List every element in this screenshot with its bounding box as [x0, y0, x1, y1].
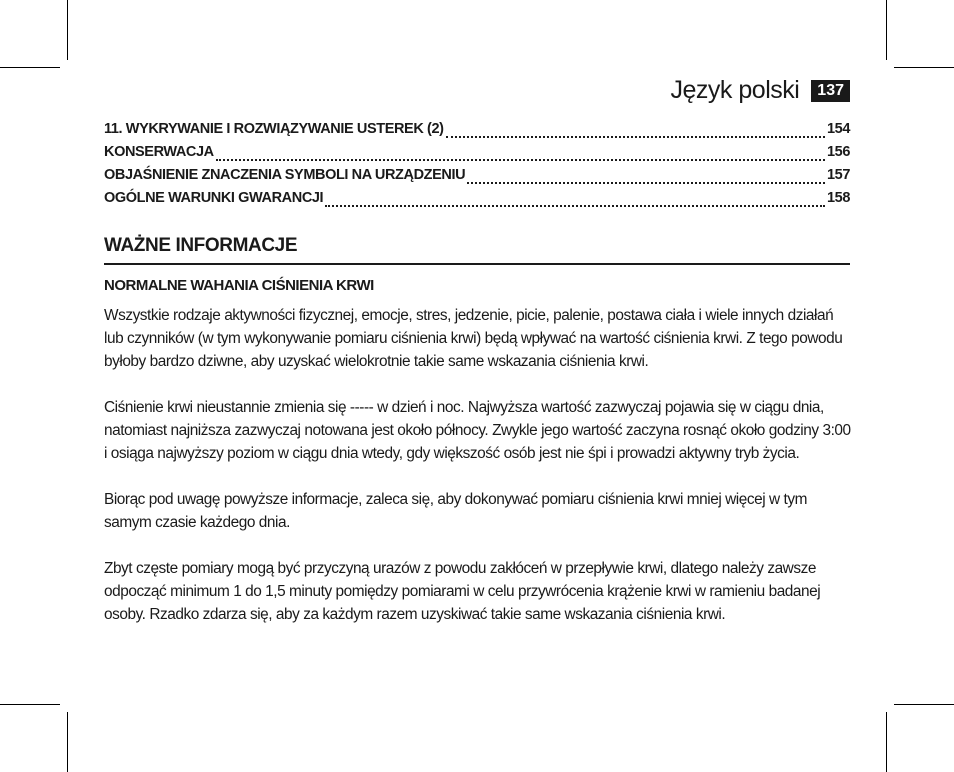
paragraph: Wszystkie rodzaje aktywności fizycznej, emocje, stres, jedzenie, picie, palenie, postawa ciała i wiele innych działań lub czynników (w tym wykonywanie pomiaru ciśnienia krwi) będą wpływać na wartość ciśnienia krwi. Z tego powodu byłoby bardzo dziwne, aby uzyskać wielokrotnie takie same wskazania ciśnienia krwi.: [104, 307, 843, 370]
crop-mark-bottom-left-vertical: [67, 712, 68, 772]
toc-entry-title: OGÓLNE WARUNKI GWARANCJI: [104, 190, 324, 206]
toc-entry[interactable]: [104, 190, 850, 213]
toc-leader-dots: [446, 136, 825, 138]
paragraph: Ciśnienie krwi nieustannie zmienia się ----- w dzień i noc. Najwyższa wartość zazwyczaj pojawia się w ciągu dnia, natomiast najniższa zazwyczaj notowana jest około północy. Zwykle jego wartość zaczyna rosnąć około godziny 3:00 i osiąga najwyższy poziom w ciągu dnia wtedy, gdy większość osób jest nie śpi i prowadzi aktywny tryb życia.: [104, 399, 851, 462]
page-header: [671, 76, 850, 105]
crop-mark-top-right-vertical: [886, 0, 887, 60]
crop-mark-top-right-horizontal: [894, 67, 954, 68]
subsection-title: NORMALNE WAHANIA CIŚNIENIA KRWI: [104, 277, 374, 294]
table-of-contents: [104, 121, 850, 213]
crop-mark-bottom-left-horizontal: [0, 704, 60, 705]
language-title: Język polski: [670, 76, 800, 104]
toc-leader-dots: [216, 159, 825, 161]
crop-mark-top-left-vertical: [67, 0, 68, 60]
toc-entry-page: 158: [827, 190, 850, 206]
toc-leader-dots: [325, 205, 825, 207]
toc-entry-title: 11. WYKRYWANIE I ROZWIĄZYWANIE USTEREK (2): [104, 121, 444, 137]
toc-entry-title: OBJAŚNIENIE ZNACZENIA SYMBOLI NA URZĄDZENIU: [104, 167, 466, 183]
toc-entry[interactable]: [104, 167, 850, 190]
paragraph: Biorąc pod uwagę powyższe informacje, zaleca się, aby dokonywać pomiaru ciśnienia krwi mniej więcej w tym samym czasie każdego dnia.: [104, 491, 807, 531]
body-text: [104, 304, 852, 649]
crop-mark-top-left-horizontal: [0, 67, 60, 68]
page-number: 137: [811, 80, 850, 102]
toc-leader-dots: [467, 182, 825, 184]
paragraph: Zbyt częste pomiary mogą być przyczyną urazów z powodu zakłóceń w przepływie krwi, dlatego należy zawsze odpocząć minimum 1 do 1,5 minuty pomiędzy pomiarami w celu przywrócenia krążenie krwi w ramieniu badanej osoby. Rzadko zdarza się, aby za każdym razem uzyskiwać takie same wskazania ciśnienia krwi.: [104, 560, 821, 623]
toc-entry-page: 156: [827, 144, 850, 160]
toc-entry-page: 157: [827, 167, 850, 183]
toc-entry[interactable]: [104, 121, 850, 144]
toc-entry-title: KONSERWACJA: [104, 144, 214, 160]
toc-entry-page: 154: [827, 121, 850, 137]
toc-entry[interactable]: [104, 144, 850, 167]
crop-mark-bottom-right-horizontal: [894, 704, 954, 705]
section-title: WAŻNE INFORMACJE: [104, 235, 850, 265]
crop-mark-bottom-right-vertical: [886, 712, 887, 772]
